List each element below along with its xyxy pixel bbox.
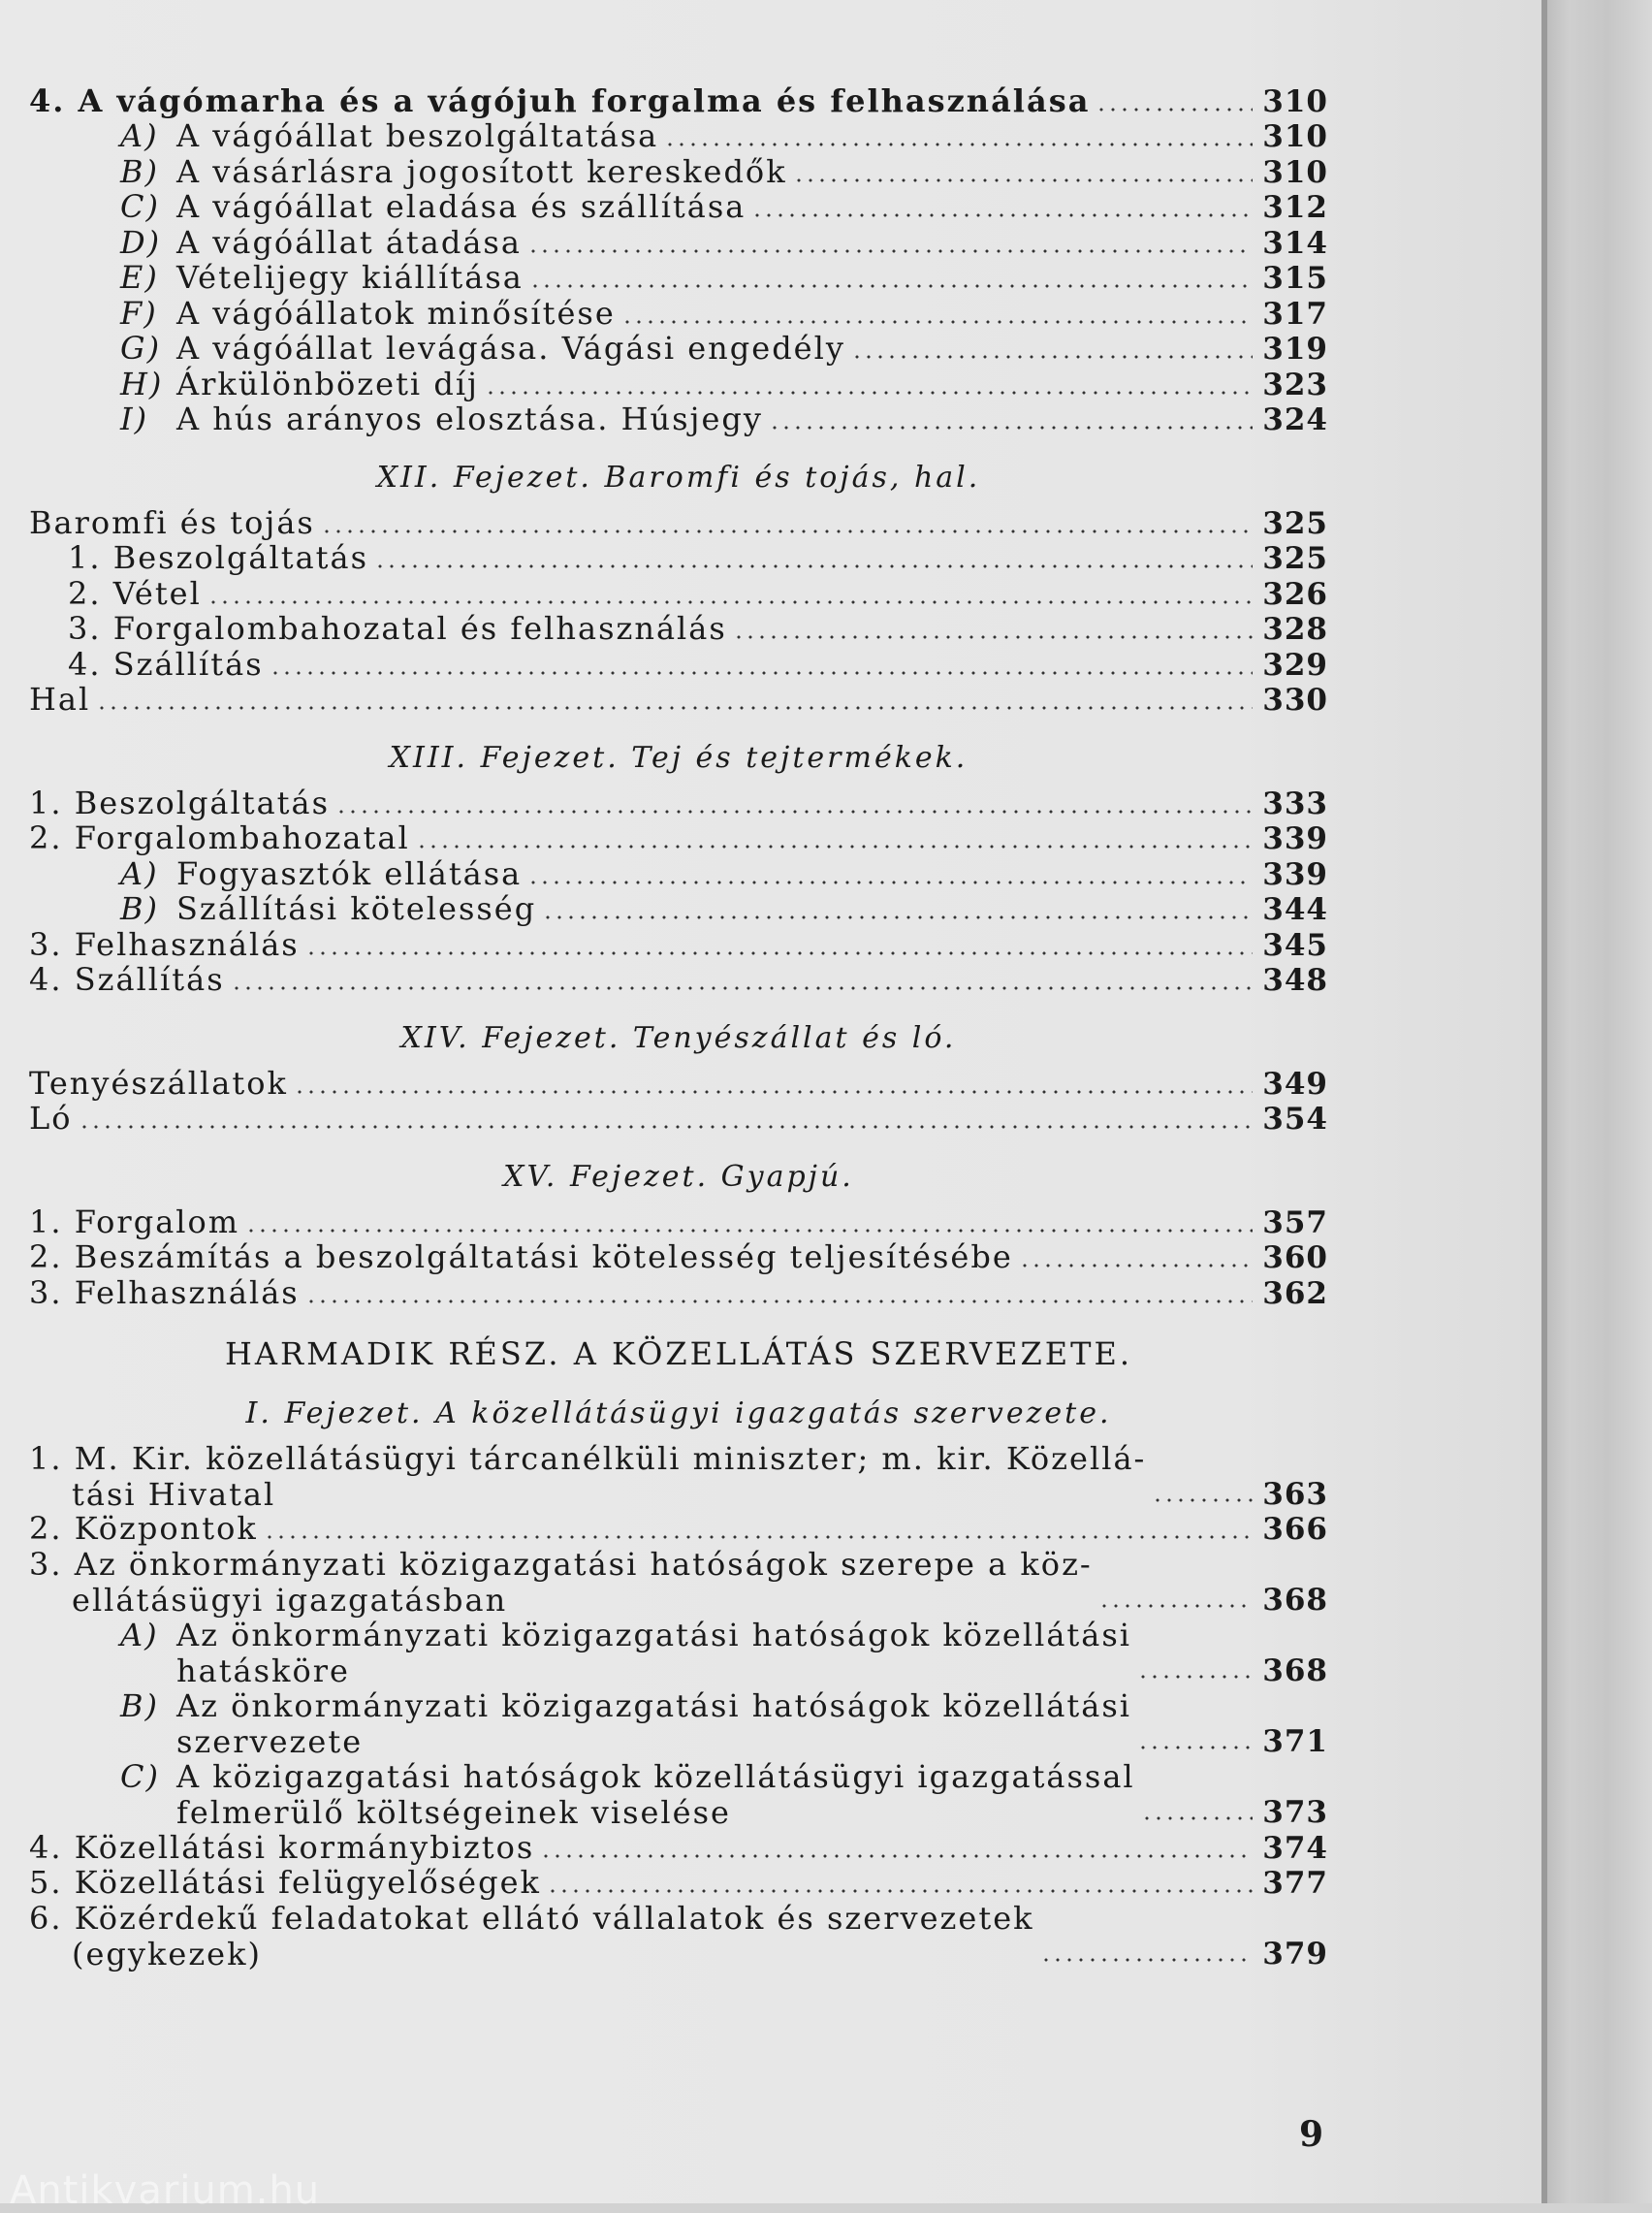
toc-entry-title — [68, 610, 727, 647]
dot-leader — [1019, 1264, 1253, 1267]
entry-text-continued: tási Hivatal — [72, 1475, 276, 1513]
entry-number: 2. — [29, 1510, 63, 1547]
toc-entry — [29, 683, 1328, 719]
toc-entry — [29, 1901, 1328, 1972]
toc-entry — [29, 1066, 1328, 1102]
toc-entry-title — [68, 575, 202, 612]
toc-entry — [29, 83, 1328, 119]
toc-entry — [29, 856, 1328, 892]
dot-leader — [793, 178, 1253, 182]
entry-text: Közellátási felügyelőségek — [74, 1864, 541, 1901]
toc-entry — [29, 190, 1328, 226]
toc-entry — [29, 1275, 1328, 1311]
toc-entry — [29, 225, 1328, 261]
toc-entry — [29, 332, 1328, 368]
dot-leader — [294, 1090, 1253, 1094]
entry-text-continued: ellátásügyi igazgatásban — [72, 1582, 508, 1619]
toc-entry-title — [120, 224, 522, 261]
dot-leader — [1152, 1498, 1253, 1502]
entry-text: A vágóállat átadása — [176, 223, 522, 261]
toc-entry-title — [29, 1547, 1093, 1618]
page-number: 9 — [1299, 2114, 1324, 2155]
toc-entry — [29, 1441, 1328, 1512]
dot-leader — [540, 1854, 1253, 1858]
toc-entry-title — [29, 1510, 258, 1547]
entry-text: Felhasználás — [74, 1273, 300, 1311]
entry-page-number: 312 — [1262, 190, 1328, 225]
entry-number: 4. — [29, 961, 63, 998]
entry-number: 6. — [29, 1900, 63, 1937]
entry-page-number: 374 — [1262, 1830, 1328, 1866]
dot-leader — [207, 600, 1253, 604]
toc-entry-title — [68, 539, 368, 576]
toc-entry — [29, 647, 1328, 683]
entry-page-number: 310 — [1262, 83, 1328, 119]
entry-page-number: 328 — [1262, 612, 1328, 647]
entry-letter: A) — [120, 1617, 159, 1653]
entry-page-number: 362 — [1262, 1275, 1328, 1311]
entry-text: M. Kir. közellátásügyi tárcanélküli miniszter; m. kir. Közellá- — [74, 1439, 1147, 1477]
entry-letter: G) — [120, 330, 162, 367]
entry-number: 1. — [29, 1439, 63, 1477]
toc-entry — [29, 296, 1328, 332]
entry-page-number: 348 — [1262, 963, 1328, 998]
entry-letter: B) — [120, 1687, 159, 1724]
toc-entry-title — [29, 82, 1090, 119]
entry-text: A vágóállat eladása és szállítása — [176, 188, 747, 225]
toc-entry — [29, 119, 1328, 155]
entry-text: Szállítás — [112, 645, 264, 683]
toc-entry-title — [29, 1864, 541, 1901]
entry-letter: E) — [120, 259, 159, 296]
toc-entry — [29, 1102, 1328, 1138]
toc-entry — [29, 1830, 1328, 1866]
toc-entry-title — [29, 1829, 534, 1866]
dot-leader — [751, 213, 1253, 217]
toc-entry-title — [120, 153, 787, 190]
toc-entry-title — [29, 1203, 239, 1240]
entry-page-number: 330 — [1262, 683, 1328, 718]
entry-text: Közérdekű feladatokat ellátó vállalatok és szervezetek — [74, 1900, 1034, 1937]
chapter-heading: XIII. Fejezet. Tej és tejtermékek. — [389, 741, 969, 775]
entry-number: 2. — [68, 574, 102, 612]
toc-entry — [29, 367, 1328, 402]
entry-number: 1. — [29, 1203, 63, 1240]
entry-text: A vágóállatok minősítése — [176, 294, 616, 332]
entry-text: Beszolgáltatás — [112, 539, 369, 576]
toc-entry-title — [29, 785, 330, 821]
dot-leader — [851, 355, 1253, 359]
entry-page-number: 377 — [1262, 1866, 1328, 1901]
entry-page-number: 349 — [1262, 1066, 1328, 1102]
entry-number: 3. — [29, 1546, 63, 1583]
dot-leader — [321, 529, 1253, 533]
entry-page-number: 310 — [1262, 154, 1328, 190]
dot-leader — [733, 635, 1253, 639]
entry-text: Fogyasztók ellátása — [176, 854, 523, 892]
toc-entry — [29, 892, 1328, 928]
toc-entry-title — [120, 259, 524, 296]
toc-entry-title — [29, 1901, 1034, 1972]
toc-entry — [29, 1618, 1328, 1688]
entry-text: A vágóállat beszolgáltatása — [176, 117, 659, 154]
toc-entry-title — [29, 681, 90, 718]
entry-page-number: 344 — [1262, 892, 1328, 927]
entry-letter: C) — [120, 1758, 160, 1795]
toc-entry-title — [29, 926, 300, 963]
toc-entry-title — [29, 1238, 1013, 1275]
entry-text: Tenyészállatok — [29, 1064, 288, 1102]
dot-leader — [416, 845, 1253, 849]
entry-text-continued: (egykezek) — [72, 1936, 262, 1972]
entry-text-continued: hatásköre — [176, 1652, 350, 1689]
dot-leader — [527, 249, 1253, 253]
entry-text: Ló — [29, 1100, 73, 1137]
dot-leader — [1137, 1746, 1253, 1749]
entry-text: Az önkormányzati közigazgatási hatóságok szerepe a köz- — [74, 1546, 1093, 1583]
toc-entry-title — [120, 117, 658, 154]
entry-page-number: 319 — [1262, 332, 1328, 367]
entry-page-number: 323 — [1262, 367, 1328, 402]
entry-text: Az önkormányzati közigazgatási hatóságok közellátási — [176, 1617, 1131, 1653]
entry-text: Forgalombahozatal és felhasználás — [112, 610, 727, 647]
toc-entry — [29, 963, 1328, 999]
toc-entry-title — [29, 961, 225, 998]
entry-letter: H) — [120, 365, 164, 402]
dot-leader — [1137, 1675, 1253, 1679]
toc-entry — [29, 576, 1328, 612]
table-of-contents — [29, 83, 1328, 1972]
toc-entry-title — [120, 1688, 1131, 1759]
page-edge — [1541, 0, 1652, 2203]
toc-entry-title — [120, 890, 536, 927]
toc-entry — [29, 927, 1328, 963]
toc-entry — [29, 402, 1328, 438]
entry-text-continued: szervezete — [176, 1723, 364, 1760]
entry-number: 4. — [68, 645, 102, 683]
dot-leader — [547, 1889, 1253, 1893]
toc-entry-title — [120, 401, 763, 437]
entry-text: Vétel — [112, 574, 202, 612]
entry-number: 4. — [29, 81, 66, 119]
dot-leader — [374, 564, 1253, 568]
dot-leader — [1096, 108, 1253, 112]
entry-text: A közigazgatási hatóságok közellátásügyi igazgatással — [176, 1758, 1135, 1795]
toc-entry — [29, 1512, 1328, 1548]
chapter-heading: I. Fejezet. A közellátásügyi igazgatás szervezete. — [245, 1395, 1112, 1430]
entry-page-number: 326 — [1262, 576, 1328, 612]
chapter-heading: XIV. Fejezet. Tenyészállat és ló. — [400, 1021, 957, 1055]
entry-text: Az önkormányzati közigazgatási hatóságok közellátási — [176, 1687, 1131, 1724]
chapter-heading: XII. Fejezet. Baromfi és tojás, hal. — [376, 461, 981, 495]
dot-leader — [231, 986, 1253, 990]
entry-page-number: 363 — [1262, 1476, 1328, 1512]
entry-letter: F) — [120, 294, 158, 332]
toc-entry-title — [120, 1618, 1131, 1688]
entry-text: Beszámítás a beszolgáltatási kötelesség teljesítésébe — [74, 1238, 1013, 1275]
entry-page-number: 329 — [1262, 647, 1328, 683]
part-heading: HARMADIK RÉSZ. A KÖZELLÁTÁS SZERVEZETE. — [225, 1334, 1132, 1372]
entry-page-number: 325 — [1262, 541, 1328, 576]
toc-entry-title — [29, 504, 315, 541]
toc-entry-title — [29, 819, 410, 856]
entry-letter: A) — [120, 854, 159, 892]
dot-leader — [96, 706, 1253, 710]
toc-entry — [29, 154, 1328, 190]
entry-text-continued: felmerülő költségeinek viselése — [176, 1794, 731, 1831]
entry-text: Vételijegy kiállítása — [176, 259, 524, 296]
dot-leader — [264, 1535, 1253, 1539]
entry-page-number: 368 — [1262, 1583, 1328, 1618]
toc-entry-title — [29, 1274, 300, 1311]
entry-number: 2. — [29, 819, 63, 856]
dot-leader — [305, 951, 1253, 955]
dot-leader — [527, 881, 1253, 884]
dot-leader — [529, 284, 1253, 288]
entry-number: 4. — [29, 1828, 63, 1866]
dot-leader — [664, 143, 1253, 146]
dot-leader — [335, 810, 1253, 814]
entry-page-number: 379 — [1262, 1937, 1328, 1972]
entry-number: 1. — [68, 539, 102, 576]
entry-text: Baromfi és tojás — [29, 503, 315, 541]
toc-entry-title — [120, 295, 616, 332]
entry-text: Felhasználás — [74, 925, 300, 963]
toc-entry — [29, 1204, 1328, 1240]
entry-text: Központok — [74, 1510, 258, 1547]
toc-entry — [29, 821, 1328, 857]
entry-text: A vásárlásra jogosított kereskedők — [176, 152, 787, 190]
entry-number: 1. — [29, 784, 63, 821]
entry-page-number: 373 — [1262, 1795, 1328, 1830]
toc-entry — [29, 505, 1328, 541]
toc-entry-title — [120, 1759, 1135, 1830]
entry-letter: C) — [120, 188, 160, 225]
entry-page-number: 360 — [1262, 1240, 1328, 1275]
dot-leader — [245, 1229, 1253, 1233]
entry-page-number: 345 — [1262, 927, 1328, 963]
toc-entry — [29, 1688, 1328, 1759]
dot-leader — [1098, 1604, 1253, 1608]
entry-page-number: 354 — [1262, 1102, 1328, 1137]
entry-letter: I) — [120, 401, 149, 437]
dot-leader — [270, 671, 1253, 675]
entry-number: 5. — [29, 1864, 63, 1901]
toc-entry — [29, 1240, 1328, 1276]
toc-entry-title — [120, 188, 746, 225]
entry-text: Forgalom — [74, 1203, 240, 1240]
toc-entry-title — [120, 855, 522, 892]
entry-page-number: 366 — [1262, 1512, 1328, 1547]
dot-leader — [1141, 1816, 1253, 1820]
toc-entry — [29, 541, 1328, 577]
toc-entry — [29, 786, 1328, 821]
toc-entry — [29, 261, 1328, 297]
dot-leader — [79, 1125, 1253, 1129]
toc-entry — [29, 1547, 1328, 1618]
entry-letter: A) — [120, 117, 159, 154]
entry-page-number: 368 — [1262, 1653, 1328, 1688]
entry-page-number: 339 — [1262, 821, 1328, 856]
entry-page-number: 310 — [1262, 119, 1328, 154]
entry-letter: B) — [120, 152, 159, 190]
entry-number: 3. — [68, 610, 102, 647]
entry-page-number: 371 — [1262, 1724, 1328, 1759]
entry-text: Szállítás — [74, 961, 225, 998]
entry-number: 3. — [29, 1273, 63, 1311]
entry-page-number: 317 — [1262, 296, 1328, 332]
dot-leader — [485, 391, 1253, 395]
dot-leader — [1040, 1958, 1253, 1962]
toc-entry-title — [68, 646, 264, 683]
toc-entry — [29, 612, 1328, 648]
toc-entry-title — [29, 1065, 288, 1102]
entry-text: Árkülönbözeti díj — [176, 365, 479, 402]
entry-number: 3. — [29, 925, 63, 963]
chapter-heading: XV. Fejezet. Gyapjú. — [503, 1160, 854, 1194]
toc-entry-title — [29, 1441, 1146, 1512]
entry-text: Szállítási kötelesség — [176, 890, 537, 927]
entry-page-number: 315 — [1262, 261, 1328, 296]
entry-text: A vágómarha és a vágójuh forgalma és felhasználása — [78, 81, 1091, 119]
toc-entry — [29, 1866, 1328, 1902]
entry-text: Beszolgáltatás — [74, 784, 331, 821]
entry-page-number: 339 — [1262, 856, 1328, 892]
toc-entry-title — [29, 1100, 73, 1137]
dot-leader — [621, 320, 1253, 324]
entry-page-number: 314 — [1262, 225, 1328, 261]
entry-text: A vágóállat levágása. Vágási engedély — [176, 330, 845, 367]
dot-leader — [542, 915, 1253, 919]
dot-leader — [769, 426, 1253, 430]
toc-entry — [29, 1759, 1328, 1830]
entry-page-number: 324 — [1262, 402, 1328, 437]
watermark: Antikvarium.hu — [10, 2168, 321, 2213]
toc-entry-title — [120, 366, 479, 402]
entry-number: 2. — [29, 1238, 63, 1275]
entry-text: Forgalombahozatal — [74, 819, 410, 856]
entry-text: Hal — [29, 681, 91, 718]
entry-page-number: 357 — [1262, 1204, 1328, 1240]
entry-letter: D) — [120, 223, 162, 261]
entry-page-number: 333 — [1262, 786, 1328, 821]
entry-letter: B) — [120, 890, 159, 927]
entry-text: A hús arányos elosztása. Húsjegy — [176, 401, 763, 437]
entry-text: Közellátási kormánybiztos — [74, 1828, 535, 1866]
entry-page-number: 325 — [1262, 505, 1328, 541]
dot-leader — [305, 1299, 1253, 1303]
toc-entry-title — [120, 330, 845, 367]
